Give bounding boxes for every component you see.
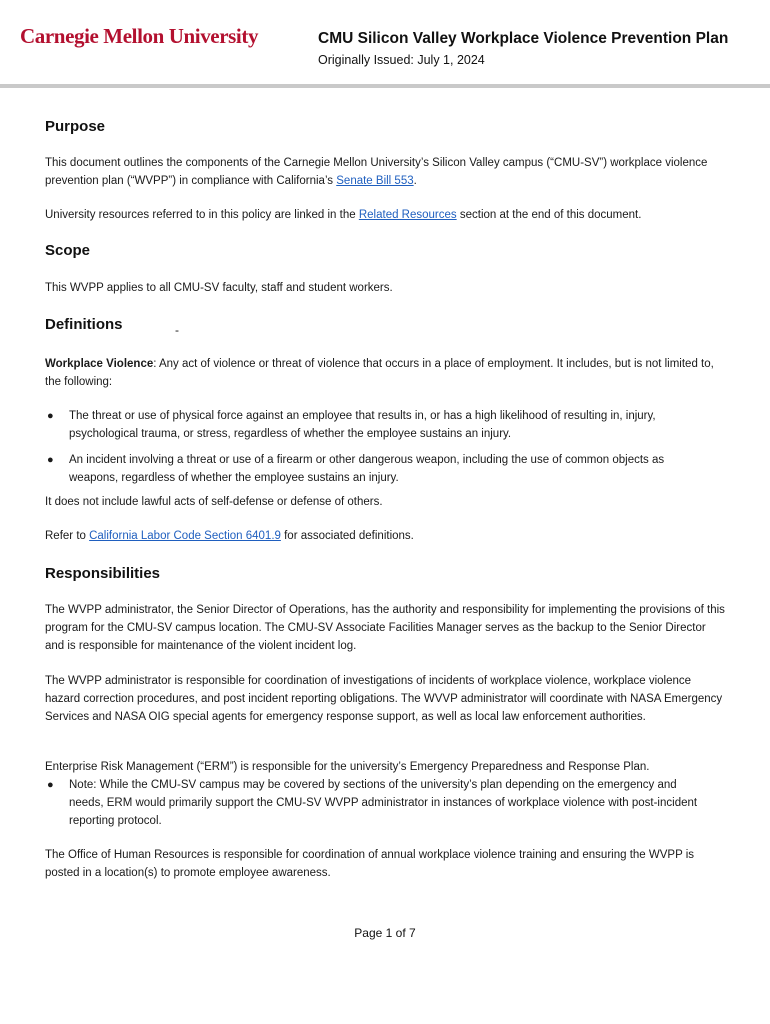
issue-date: Originally Issued: July 1, 2024 [318, 53, 485, 67]
responsibilities-paragraph-1: The WVPP administrator, the Senior Director of Operations, has the authority and responsibility for implementing the provisions of this program for the CMU-SV campus location. The CMU-SV Associate Facilities Manager serves as the backup to the Senior Director and is responsible for maintenance of the violent incident log. [45, 604, 725, 652]
cmu-logo: Carnegie Mellon University [20, 24, 259, 48]
scope-paragraph: This WVPP applies to all CMU-SV faculty, staff and student workers. [45, 282, 393, 294]
responsibilities-paragraph-3: Enterprise Risk Management (“ERM”) is responsible for the university’s Emergency Preparedness and Response Plan. [45, 761, 650, 773]
purpose-p2-text: University resources referred to in this policy are linked in the [45, 209, 359, 221]
document-title: CMU Silicon Valley Workplace Violence Prevention Plan [318, 30, 729, 47]
bullet-dot-icon: ● [47, 779, 54, 791]
bullet-dot-icon: ● [47, 454, 54, 466]
definitions-reference [45, 527, 725, 545]
responsibilities-paragraph-2: The WVPP administrator is responsible for coordination of investigations of incidents of workplace violence, workplace violence hazard correction procedures, and post incident reporting obligations. The WVVP administrator will coordinate with NASA Emergency Services and NASA OIG special agents for emergency response support, as well as local law enforcement authorities. [45, 675, 723, 723]
purpose-paragraph-2 [45, 206, 725, 224]
purpose-p1-text: This document outlines the components of the Carnegie Mellon University’s Silicon Valley campus (“CMU-SV”) workplace violence prevention plan (“WVPP”) in compliance with California’s [45, 157, 708, 187]
definition-term: Workplace Violence [45, 358, 154, 370]
bullet-text: Note: While the CMU-SV campus may be covered by sections of the university’s plan depending on the emergency and needs, ERM would primarily support the CMU-SV WVPP administrator in instances of workplace violence with post-incident reporting protocol. [69, 779, 698, 827]
purpose-paragraph-1 [45, 154, 725, 190]
responsibilities-heading: Responsibilities [45, 565, 161, 582]
scope-heading: Scope [45, 242, 91, 259]
reference-text: Refer to [45, 530, 90, 542]
senate-bill-link[interactable]: Senate Bill 553 [336, 175, 414, 187]
reference-end: for associated definitions. [280, 530, 414, 542]
purpose-p1-end: . [413, 175, 417, 187]
page-number: Page 1 of 7 [354, 926, 416, 940]
definition-bullet-1 [47, 407, 705, 443]
bullet-text: The threat or use of physical force against an employee that results in, or has a high likelihood of resulting in, injury, psychological trauma, or stress, regardless of whether the employee sustains an injury. [69, 410, 656, 440]
definitions-heading: Definitions [45, 316, 123, 333]
header-divider [0, 84, 770, 88]
bullet-text: An incident involving a threat or use of a firearm or other dangerous weapon, including the use of common objects as weapons, regardless of whether the employee sustains an injury. [69, 454, 665, 484]
erm-note-bullet [47, 776, 705, 830]
workplace-violence-definition [45, 355, 725, 391]
responsibilities-paragraph-4: The Office of Human Resources is responsible for coordination of annual workplace violence training and ensuring the WVPP is posted in a location(s) to promote employee awareness. [45, 849, 695, 879]
definition-bullet-2 [47, 451, 705, 487]
definition-text: : Any act of violence or threat of violence that occurs in a place of employment. It includes, but is not limited to, the following: [45, 358, 714, 388]
labor-code-link[interactable]: California Labor Code Section 6401.9 [89, 530, 281, 542]
definitions-dash: - [175, 323, 179, 337]
related-resources-link[interactable]: Related Resources [358, 209, 457, 221]
purpose-heading: Purpose [45, 118, 106, 135]
bullet-dot-icon: ● [47, 410, 54, 422]
definitions-exclusion: It does not include lawful acts of self-defense or defense of others. [45, 496, 383, 508]
purpose-p2-end: section at the end of this document. [456, 209, 642, 221]
page-header [0, 0, 770, 88]
